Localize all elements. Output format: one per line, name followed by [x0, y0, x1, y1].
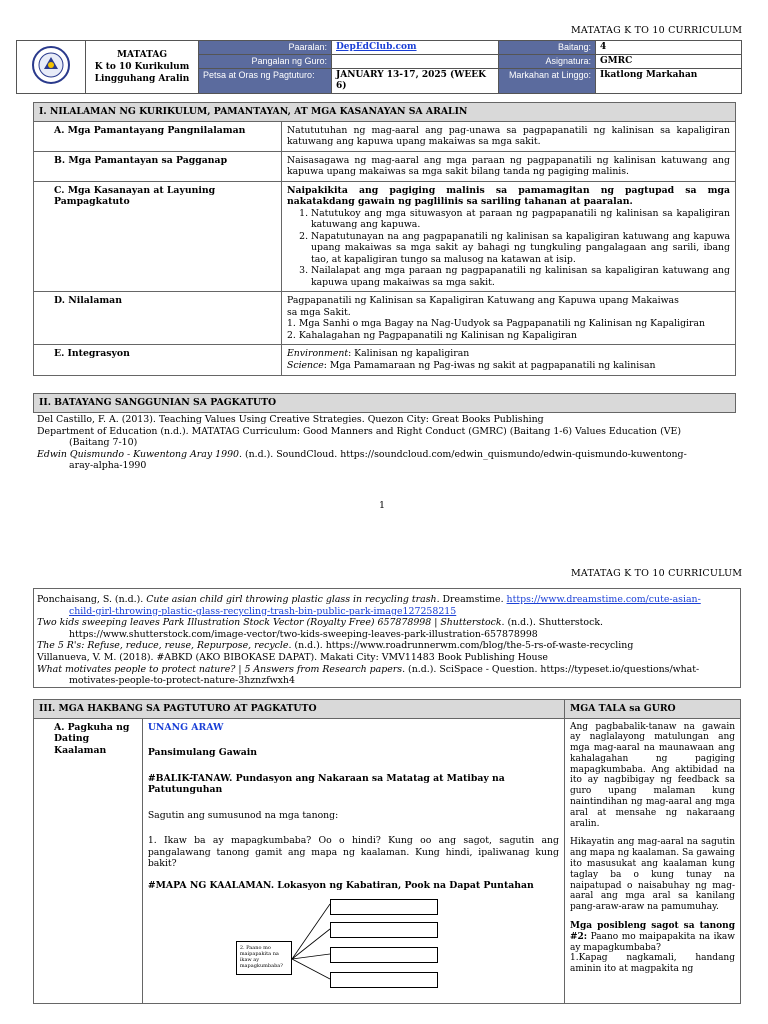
section-3-title: III. MGA HAKBANG SA PAGTUTURO AT PAGKATUTO — [34, 700, 565, 719]
teacher-notes — [565, 718, 741, 1004]
subject-label: Asignatura: — [499, 55, 596, 69]
title-line-2: K to 10 Kurikulum — [94, 62, 190, 72]
reference-text: Ponchaisang, S. (n.d.). — [37, 594, 147, 605]
row-b-label: B. Mga Pamantayan sa Pagganap — [34, 151, 282, 181]
reference-item: Del Castillo, F. A. (2013). Teaching Values Using Creative Strategies. Quezon City: Great Books Publishing — [37, 414, 544, 425]
note-paragraph: Hikayatin ang mag-aaral na sagutin ang mapa ng kaalaman. Sa gawaing ito masusukat ang kaalaman kung taglay ba o kung tunay na naipatupad o naisabuhay ng mag-aaral ang mga aral sa kanilang pang-araw-araw na pamumuhay. — [570, 837, 735, 913]
row-a-label: A. Mga Pamantayang Pangnilalaman — [34, 121, 282, 151]
integration-environment — [287, 348, 730, 360]
science-label: Science — [287, 359, 324, 371]
reference-item — [37, 449, 742, 461]
curriculum-label: MATATAG K TO 10 CURRICULUM — [571, 25, 743, 36]
knowledge-map — [148, 899, 559, 995]
lesson-header-table — [16, 40, 742, 94]
reference-text: . (n.d.). Shutterstock. — [501, 617, 603, 629]
question-1: 1. Ikaw ba ay mapagkumbaba? Oo o hindi? Kung oo ang sagot, sagutin ang pangalawang tanong gamit ang mapa ng kaalaman. Kung hindi, ipaliwanag kung bakit? — [147, 835, 559, 869]
content-line: 1. Mga Sanhi o mga Bagay na Nag-Uudyok sa Pagpapanatili ng Kalinisan ng Kapaligiran — [287, 318, 705, 329]
row-a-label-prior-knowledge: A. Pagkuha ng Dating Kaalaman — [34, 718, 143, 1004]
school-link[interactable]: DepEdClub.com — [336, 42, 417, 52]
lesson-title-block — [86, 41, 199, 94]
reference-item — [37, 594, 742, 606]
day-label: UNANG ARAW — [147, 721, 224, 733]
map-center-node: 2. Paano mo maipapakita na ikaw ay mapagkumbaba? — [236, 941, 292, 975]
row-e-label: E. Integrasyon — [34, 345, 282, 376]
school-label: Paaralan: — [199, 41, 332, 55]
balik-tanaw-title: #BALIK-TANAW. Pundasyon ang Nakaraan sa Matatag at Matibay na Patutunguhan — [147, 772, 505, 795]
instruction-text: Sagutin ang sumusunod na mga tanong: — [147, 809, 339, 821]
teaching-steps-table — [33, 699, 741, 1004]
deped-seal-icon — [31, 45, 71, 85]
row-d-content — [282, 292, 736, 345]
row-d-label: D. Nilalaman — [34, 292, 282, 345]
objective-item: 1. Natutukoy ang mga situwasyon at paraan ng pagpapanatili ng kalinisan sa kapaligiran katuwang ang kapuwa. — [311, 208, 730, 231]
reference-item: Department of Education (n.d.). MATATAG Curriculum: Good Manners and Right Conduct (GMRC) (Baitang 1-6) Values Education (VE) — [37, 425, 682, 437]
note-paragraph: 1.Kapag nagkamali, handang aminin ito at magpakita ng — [570, 953, 735, 975]
reference-text: . (n.d.). https://www.roadrunnerwm.com/blog/the-5-rs-of-waste-recycling — [288, 640, 634, 652]
row-b-text: Naisasagawa ng mag-aaral ang mga paraan ng pagpapanatili ng kalinisan katuwang ang kapuwa upang makaiwas sa mga sakit bilang tanda ng pagiging malinis. — [282, 151, 736, 181]
map-answer-box[interactable] — [330, 947, 438, 963]
teacher-value — [332, 55, 499, 69]
note-paragraph: Ang pagbabalik-tanaw na gawain ay naglalayong matulungan ang mga mag-aaral na maunawaan ang kahalagahan ng pagiging mapagkumbaba. Ang aktibidad na ito ay nagbibigay ng feedback sa guro upang malaman kung naintindihan ng mag-aaral ang mga aral at mensahe ng nakaraang aralin. — [570, 721, 735, 829]
environment-text: : Kalinisan ng kapaligiran — [348, 348, 470, 359]
reference-title: Two kids sweeping leaves Park Illustration Stock Vector (Royalty Free) 657878998 | Shutterstock — [37, 617, 502, 629]
teacher-label: Pangalan ng Guro: — [199, 55, 332, 69]
row-c-lead: Naipakikita ang pagiging malinis sa pamamagitan ng pagtupad sa mga nakatakdang gawain ng paglilinis sa sariling tahanan at paaralan. — [287, 184, 730, 207]
quarter-value: Ikatlong Markahan — [596, 69, 742, 94]
subject-value: GMRC — [596, 55, 742, 69]
integration-science — [287, 360, 730, 372]
intro-activity: Pansimulang Gawain — [147, 747, 258, 758]
reference-text: . Dreamstime. — [436, 594, 507, 605]
row-a-text: Natututuhan ng mag-aaral ang pag-unawa sa pagpapanatili ng kalinisan sa kapaligiran katuwang ang kapuwa upang makaiwas sa mga sakit. — [282, 121, 736, 151]
reference-item — [37, 664, 742, 676]
reference-title: Edwin Quismundo - Kuwentong Aray 1990. — [37, 448, 242, 460]
objective-item: 3. Nailalapat ang mga paraan ng pagpapanatili ng kalinisan sa kapaligiran katuwang ang kapuwa upang makaiwas sa mga sakit. — [311, 265, 730, 288]
reference-item-cont — [37, 606, 742, 618]
section-1-title: I. NILALAMAN NG KURIKULUM, PAMANTAYAN, AT MGA KASANAYAN SA ARALIN — [34, 103, 736, 122]
reference-item — [37, 617, 742, 629]
reference-title: Cute asian child girl throwing plastic glass in recycling trash — [146, 594, 437, 605]
note-paragraph — [570, 921, 735, 953]
knowledge-map-title: #MAPA NG KAALAMAN. Lokasyon ng Kabatiran, Pook na Dapat Puntahan — [147, 879, 534, 891]
references-list-1 — [37, 414, 742, 472]
reference-link[interactable]: https://www.dreamstime.com/cute-asian- — [506, 594, 701, 605]
row-c-label: C. Mga Kasanayan at Layuning Pampagkatuto — [34, 181, 282, 292]
references-section-table — [33, 393, 736, 413]
reference-item-cont: aray-alpha-1990 — [69, 460, 147, 472]
note-text: Paano mo maipapakita na ikaw ay mapagkumbaba? — [570, 931, 735, 953]
reference-title: The 5 R's: Refuse, reduce, reuse, Repurpose, recycle — [37, 640, 289, 652]
environment-label: Environment — [287, 348, 349, 359]
reference-item: Villanueva, V. M. (2018). #ABKD (AKO BIBOKASE DAPAT). Makati City: VMV11483 Book Publishing House — [37, 651, 548, 663]
row-c-content — [282, 181, 736, 292]
map-answer-box[interactable] — [330, 972, 438, 988]
curriculum-label-page-2: MATATAG K TO 10 CURRICULUM — [571, 568, 743, 579]
reference-link[interactable]: child-girl-throwing-plastic-glass-recycling-trash-bin-public-park-image127258215 — [69, 605, 457, 617]
title-line-1: MATATAG — [116, 50, 168, 60]
reference-item-cont: (Baitang 7-10) — [69, 437, 138, 449]
reference-item — [37, 640, 742, 652]
reference-title: What motivates people to protect nature? | 5 Answers from Research papers — [37, 663, 403, 675]
notes-title: MGA TALA sa GURO — [565, 700, 741, 719]
school-value[interactable] — [332, 41, 499, 55]
grade-label: Baitang: — [499, 41, 596, 55]
lesson-day-one — [142, 718, 564, 1004]
content-line: Pagpapanatili ng Kalinisan sa Kapaligiran Katuwang ang Kapuwa upang Makaiwas sa mga Sakit. — [287, 295, 679, 318]
reference-text: (n.d.). SoundCloud. https://soundcloud.com/edwin_quismundo/edwin-quismundo-kuwentong- — [242, 448, 687, 460]
map-answer-box[interactable] — [330, 922, 438, 938]
date-label: Petsa at Oras ng Pagtuturo: — [199, 69, 332, 94]
title-line-3: Lingguhang Aralin — [94, 74, 190, 84]
reference-item-cont: https://www.shutterstock.com/image-vector/two-kids-sweeping-leaves-park-illustration-657878998 — [69, 628, 538, 640]
references-list-2 — [37, 594, 742, 687]
quarter-label: Markahan at Linggo: — [499, 69, 596, 94]
page-number: 1 — [379, 500, 386, 511]
deped-seal — [17, 41, 86, 94]
objectives-list — [287, 208, 730, 289]
objective-item: 2. Napatutunayan na ang pagpapanatili ng kalinisan sa kapaligiran katuwang ang kapuwa upang makaiwas sa mga sakit ay bahagi ng tungkuling pangalagaan ang sarili, ibang tao, at kapaligiran tungo sa malusog na katawan at isip. — [311, 231, 730, 266]
science-text: : Mga Pamamaraan ng Pag-iwas ng sakit at pagpapanatili ng kalinisan — [323, 359, 656, 371]
map-answer-box[interactable] — [330, 899, 438, 915]
date-value: JANUARY 13-17, 2025 (WEEK 6) — [332, 69, 499, 94]
note-bold: Mga posibleng sagot sa tanong #2: — [570, 921, 735, 942]
section-2-title: II. BATAYANG SANGGUNIAN SA PAGKATUTO — [34, 394, 736, 413]
reference-text: . (n.d.). SciSpace - Question. https://typeset.io/questions/what- — [402, 663, 700, 675]
grade-value: 4 — [596, 41, 742, 55]
row-e-content — [282, 345, 736, 376]
curriculum-section-table — [33, 102, 736, 376]
content-line: 2. Kahalagahan ng Pagpapanatili ng Kalinisan ng Kapaligiran — [287, 329, 577, 341]
reference-item-cont: motivates-people-to-protect-nature-3hznzfwxh4 — [69, 675, 295, 687]
